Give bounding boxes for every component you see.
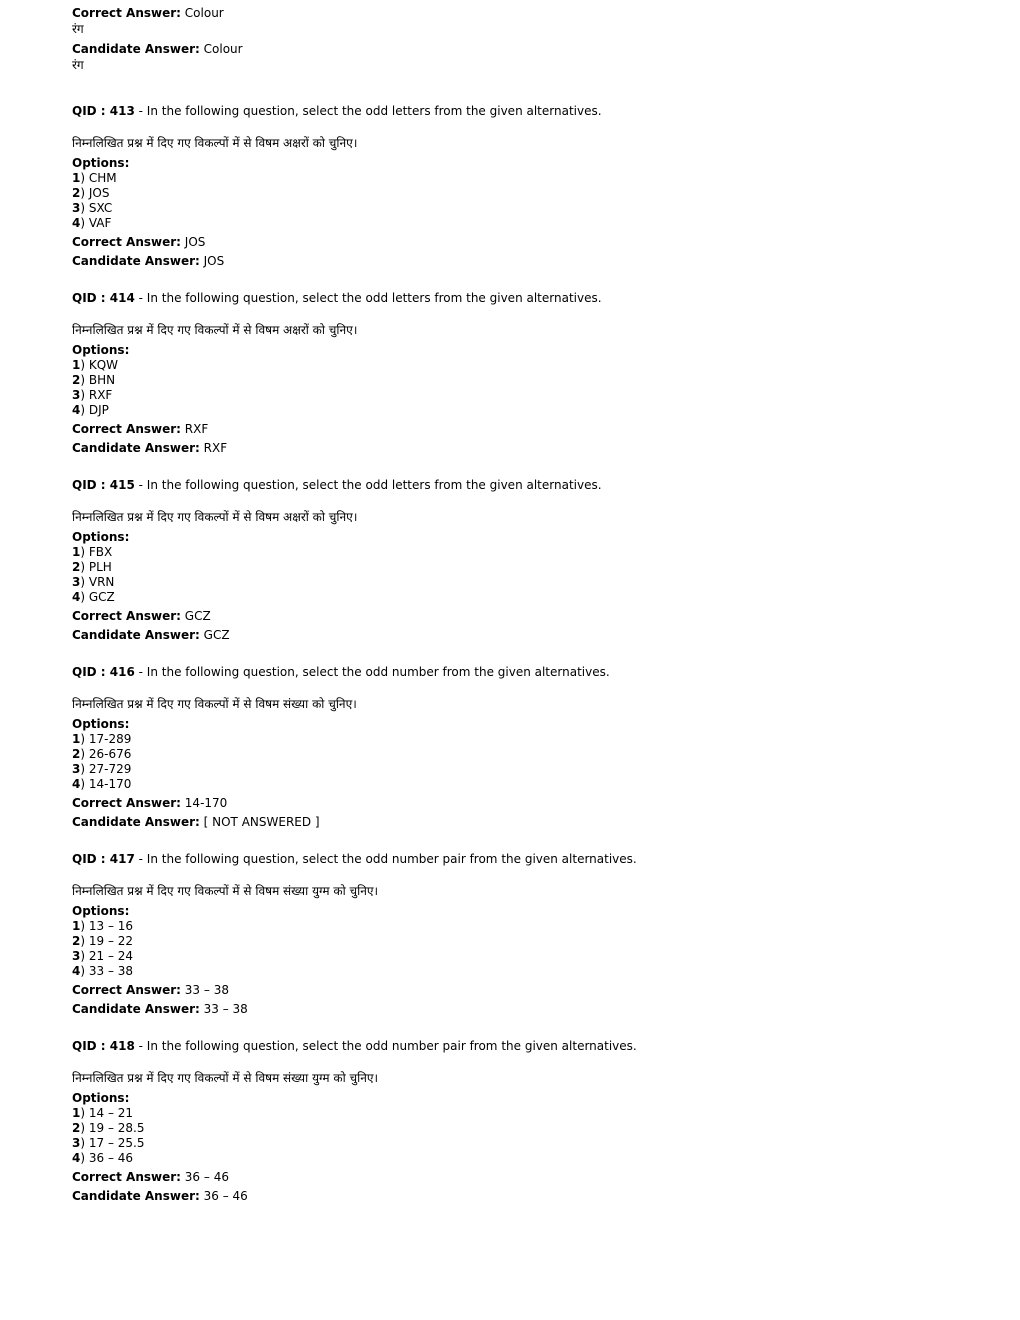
candidate-answer-line: Candidate Answer: 36 – 46 <box>72 1189 248 1203</box>
correct-answer-line: Correct Answer: GCZ <box>72 609 211 623</box>
candidate-answer-value: RXF <box>203 441 228 455</box>
option-item: 2) 26-676 <box>72 747 132 761</box>
option-item: 3) 17 – 25.5 <box>72 1136 145 1150</box>
question-text: - In the following question, select the odd letters from the given alternatives. <box>134 478 602 492</box>
option-item: 1) KQW <box>72 358 119 372</box>
question-text: - In the following question, select the odd letters from the given alternatives. <box>134 291 602 305</box>
previous-answer-block <box>72 6 972 74</box>
question-hindi: निम्नलिखित प्रश्न में दिए गए विकल्पों में से विषम अक्षरों को चुनिए। <box>72 323 358 337</box>
option-item: 4) 36 – 46 <box>72 1151 134 1165</box>
qid-label: QID : <box>72 104 110 118</box>
option-item: 1) 13 – 16 <box>72 919 134 933</box>
correct-answer-value: JOS <box>184 235 206 249</box>
options-label: Options: <box>72 343 130 357</box>
correct-answer-value: 33 – 38 <box>184 983 229 997</box>
option-item: 4) DJP <box>72 403 109 417</box>
question-hindi: निम्नलिखित प्रश्न में दिए गए विकल्पों में से विषम संख्या युग्म को चुनिए। <box>72 1071 379 1085</box>
correct-answer-line: Correct Answer: 33 – 38 <box>72 983 229 997</box>
question-hindi: निम्नलिखित प्रश्न में दिए गए विकल्पों में से विषम अक्षरों को चुनिए। <box>72 510 358 524</box>
question-block <box>72 665 972 832</box>
question-block <box>72 852 972 1019</box>
correct-answer-value: GCZ <box>184 609 211 623</box>
option-item: 2) PLH <box>72 560 112 574</box>
options-label: Options: <box>72 717 130 731</box>
question-text: - In the following question, select the odd number pair from the given alternatives. <box>134 852 637 866</box>
correct-answer-line: Correct Answer: 36 – 46 <box>72 1170 229 1184</box>
qid-number: 415 <box>109 478 135 492</box>
option-item: 2) 19 – 22 <box>72 934 134 948</box>
correct-answer-line: Correct Answer: JOS <box>72 235 206 249</box>
candidate-answer-value: JOS <box>203 254 225 268</box>
question-heading: QID : 414 - In the following question, select the odd letters from the given alternatives. <box>72 291 602 305</box>
correct-answer-line: Correct Answer: 14-170 <box>72 796 228 810</box>
candidate-answer-value: GCZ <box>203 628 230 642</box>
qid-number: 417 <box>109 852 135 866</box>
question-heading: QID : 416 - In the following question, select the odd number from the given alternatives. <box>72 665 610 679</box>
option-item: 2) BHN <box>72 373 116 387</box>
option-item: 3) VRN <box>72 575 115 589</box>
candidate-answer-label: Candidate Answer: <box>72 42 200 56</box>
question-heading <box>72 104 972 119</box>
question-block <box>72 478 972 645</box>
candidate-answer-line: Candidate Answer: GCZ <box>72 628 230 642</box>
question-heading: QID : 417 - In the following question, select the odd number pair from the given alternatives. <box>72 852 637 866</box>
option-item: 3) 27-729 <box>72 762 132 776</box>
qid-number: 418 <box>109 1039 135 1053</box>
qid-number: 414 <box>109 291 135 305</box>
candidate-answer-line <box>72 42 972 57</box>
question-block <box>72 104 972 271</box>
qid-number: 416 <box>109 665 135 679</box>
question-block <box>72 1039 972 1206</box>
option-item: 1) 17-289 <box>72 732 132 746</box>
option-item: 1) FBX <box>72 545 113 559</box>
correct-answer-hindi: रंग <box>72 22 84 36</box>
question-text: - In the following question, select the odd number pair from the given alternatives. <box>134 1039 637 1053</box>
options-label: Options: <box>72 530 130 544</box>
question-hindi: निम्नलिखित प्रश्न में दिए गए विकल्पों में से विषम संख्या युग्म को चुनिए। <box>72 884 379 898</box>
correct-answer-line: Correct Answer: RXF <box>72 422 209 436</box>
correct-answer-line <box>72 6 972 21</box>
candidate-answer-line: Candidate Answer: [ NOT ANSWERED ] <box>72 815 320 829</box>
question-hindi: निम्नलिखित प्रश्न में दिए गए विकल्पों में से विषम अक्षरों को चुनिए। <box>72 136 358 150</box>
option-item: 1) CHM <box>72 171 117 185</box>
option-item: 4) 33 – 38 <box>72 964 134 978</box>
option-item: 3) 21 – 24 <box>72 949 134 963</box>
option-item: 2) JOS <box>72 186 110 200</box>
option-item: 4) GCZ <box>72 590 115 604</box>
options-label: Options: <box>72 1091 130 1105</box>
candidate-answer-line: Candidate Answer: RXF <box>72 441 228 455</box>
correct-answer-value: 36 – 46 <box>184 1170 229 1184</box>
question-block <box>72 291 972 458</box>
candidate-answer-hindi: रंग <box>72 58 84 72</box>
option-item: 4) 14-170 <box>72 777 132 791</box>
question-heading: QID : 418 - In the following question, select the odd number pair from the given alternatives. <box>72 1039 637 1053</box>
question-text: - In the following question, select the odd number from the given alternatives. <box>134 665 610 679</box>
correct-answer-value: 14-170 <box>184 796 228 810</box>
candidate-answer-value: 36 – 46 <box>203 1189 248 1203</box>
candidate-answer-value: [ NOT ANSWERED ] <box>203 815 320 829</box>
candidate-answer-value: Colour <box>203 42 243 56</box>
correct-answer-value: Colour <box>184 6 224 20</box>
option-item: 1) 14 – 21 <box>72 1106 134 1120</box>
options-label: Options: <box>72 904 130 918</box>
options-label: Options: <box>72 156 130 170</box>
correct-answer-value: RXF <box>184 422 209 436</box>
candidate-answer-line: Candidate Answer: JOS <box>72 254 225 268</box>
option-item: 3) RXF <box>72 388 113 402</box>
candidate-answer-line: Candidate Answer: 33 – 38 <box>72 1002 248 1016</box>
correct-answer-label: Correct Answer: <box>72 6 181 20</box>
question-hindi: निम्नलिखित प्रश्न में दिए गए विकल्पों में से विषम संख्या को चुनिए। <box>72 697 357 711</box>
question-text: - In the following question, select the odd letters from the given alternatives. <box>134 104 602 118</box>
candidate-answer-value: 33 – 38 <box>203 1002 248 1016</box>
option-item: 2) 19 – 28.5 <box>72 1121 145 1135</box>
option-item: 4) VAF <box>72 216 112 230</box>
question-heading: QID : 415 - In the following question, select the odd letters from the given alternatives. <box>72 478 602 492</box>
option-item: 3) SXC <box>72 201 113 215</box>
qid-number: 413 <box>109 104 135 118</box>
